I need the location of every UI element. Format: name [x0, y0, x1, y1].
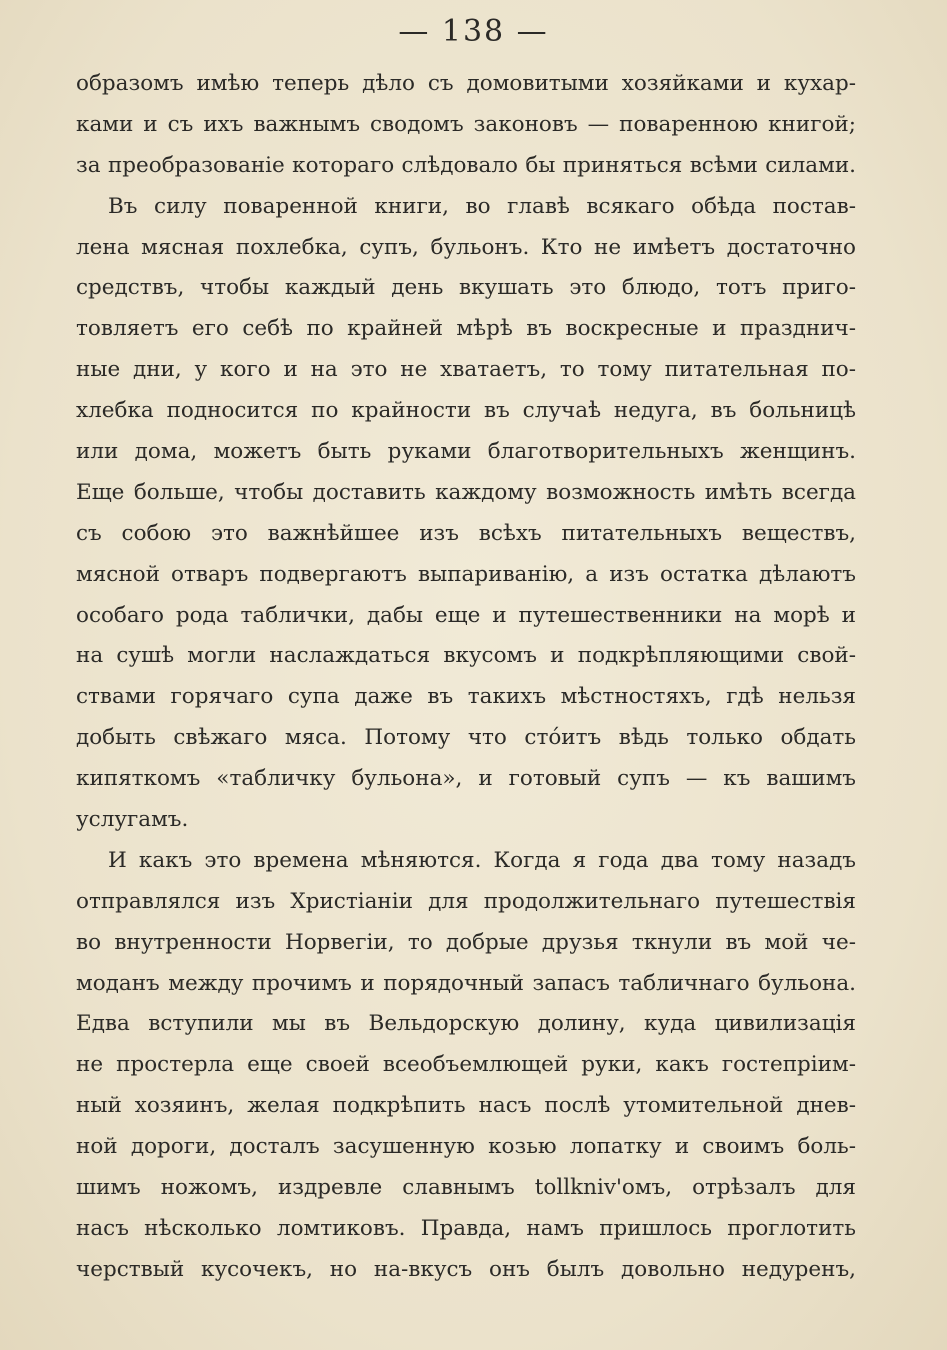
text-line: особаго рода таблички, дабы еще и путешественники на морѣ и: [76, 602, 856, 628]
text-line: ками и съ ихъ важнымъ сводомъ законовъ — поваренною книгой;: [76, 111, 856, 137]
paragraph-start-line: И какъ это времена мѣняются. Когда я года два тому назадъ: [108, 847, 856, 873]
paragraph-end-line: услугамъ.: [76, 807, 189, 833]
text-line: шимъ ножомъ, издревле славнымъ tollkniv'омъ, отрѣзалъ для: [76, 1175, 856, 1201]
text-line: ный хозяинъ, желая подкрѣпить насъ послѣ утомительной днев-: [76, 1093, 856, 1119]
text-line: съ собою это важнѣйшее изъ всѣхъ питательныхъ веществъ,: [76, 520, 856, 546]
paragraph-start-line: Въ силу поваренной книги, во главѣ всякаго обѣда постав-: [108, 193, 856, 219]
text-line: отправлялся изъ Христіаніи для продолжительнаго путешествія: [76, 888, 856, 914]
text-line: ной дороги, досталъ засушенную козью лопатку и своимъ боль-: [76, 1134, 856, 1160]
text-line: образомъ имѣю теперь дѣло съ домовитыми хозяйками и кухар-: [76, 71, 856, 96]
page-number: — 138 —: [398, 14, 549, 49]
text-line: моданъ между прочимъ и порядочный запасъ табличнаго бульона.: [76, 970, 856, 996]
text-line: на сушѣ могли наслаждаться вкусомъ и подкрѣпляющими свой-: [76, 643, 856, 669]
text-line: добыть свѣжаго мяса. Потому что стóитъ вѣдь только обдать: [76, 725, 856, 751]
text-line: лена мясная похлебка, супъ, бульонъ. Кто не имѣетъ достаточно: [76, 234, 856, 260]
text-line: Еще больше, чтобы доставить каждому возможность имѣть всегда: [76, 479, 856, 505]
text-line: черствый кусочекъ, но на-вкусъ онъ былъ довольно недуренъ,: [76, 1256, 856, 1282]
body-text: [76, 64, 856, 1291]
text-line: Едва вступили мы въ Вельдорскую долину, куда цивилизація: [76, 1011, 856, 1037]
text-line: средствъ, чтобы каждый день вкушать это блюдо, тотъ приго-: [76, 275, 856, 301]
text-line: кипяткомъ «табличку бульона», и готовый супъ — къ вашимъ: [76, 766, 856, 792]
text-line: не простерла еще своей всеобъемлющей руки, какъ гостепріим-: [76, 1052, 856, 1078]
text-line: товляетъ его себѣ по крайней мѣрѣ въ воскресные и празднич-: [76, 316, 856, 342]
text-line: мясной отваръ подвергаютъ выпариванію, а изъ остатка дѣлаютъ: [76, 561, 856, 587]
text-line: насъ нѣсколько ломтиковъ. Правда, намъ пришлось проглотить: [76, 1215, 856, 1241]
text-line: ствами горячаго супа даже въ такихъ мѣстностяхъ, гдѣ нельзя: [76, 684, 856, 710]
text-line: или дома, можетъ быть руками благотворительныхъ женщинъ.: [76, 439, 856, 465]
text-line: ные дни, у кого и на это не хватаетъ, то тому питательная по-: [76, 357, 856, 383]
text-line: во внутренности Норвегіи, то добрые друзья ткнули въ мой че-: [76, 929, 856, 955]
text-line: за преобразованіе котораго слѣдовало бы приняться всѣми силами.: [76, 152, 856, 178]
text-line: хлебка подносится по крайности въ случаѣ недуга, въ больницѣ: [76, 398, 856, 424]
